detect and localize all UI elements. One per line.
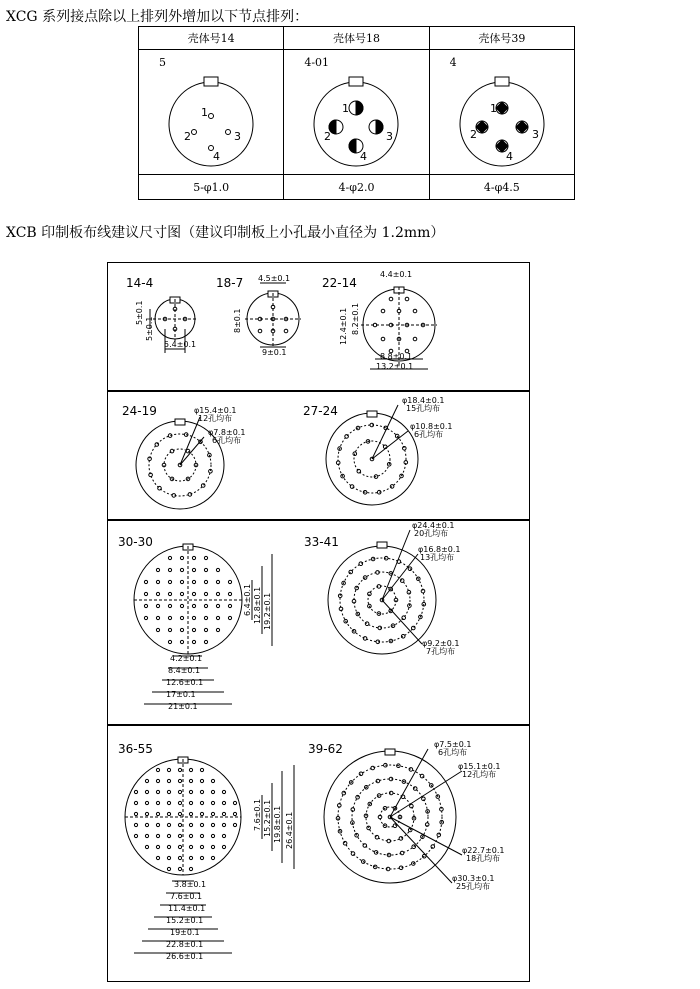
dim-text: 15.2±0.1	[263, 799, 272, 837]
pin-label: 1	[342, 102, 350, 115]
dim-text: 5±0.1	[135, 300, 144, 325]
pin-label: 4	[213, 150, 220, 163]
contact-hole	[222, 812, 225, 815]
dim-text: 17±0.1	[166, 690, 196, 699]
contact-hole	[345, 435, 349, 439]
note-text: 6孔均布	[414, 430, 444, 439]
note-text: φ22.7±0.1	[462, 846, 505, 855]
contact-face-39	[430, 50, 575, 174]
contact-hole	[409, 768, 413, 772]
arrangement-number: 4-01	[304, 56, 330, 69]
note-text: φ30.3±0.1	[452, 874, 495, 883]
contact-hole	[167, 867, 170, 870]
contact-hole	[189, 823, 192, 826]
dim-text: 11.4±0.1	[168, 904, 206, 913]
pin-label: 3	[386, 130, 394, 143]
xlarge-layouts-drawing	[108, 725, 529, 981]
contact-hole	[134, 834, 137, 837]
contact-hole	[168, 640, 171, 643]
contact-hole	[204, 616, 207, 619]
contact-hole	[200, 768, 203, 771]
contact-hole	[413, 787, 417, 791]
contact-hole	[383, 445, 387, 449]
frame-xlarge-layouts	[107, 724, 530, 982]
header-shell-39: 壳体号39	[429, 27, 574, 50]
dim-text: 19.2±0.1	[263, 592, 272, 630]
contact-hole	[204, 580, 207, 583]
contact-hole	[200, 856, 203, 859]
contact-hole	[189, 779, 192, 782]
contact-hole	[410, 804, 414, 808]
contact-hole	[200, 779, 203, 782]
contact-hole	[178, 867, 181, 870]
contact-hole	[357, 469, 361, 473]
contact-hole	[167, 812, 170, 815]
contact-hole	[178, 768, 181, 771]
xcb-title: XCB 印制板布线建议尺寸图（建议印制板上小孔最小直径为 1.2mm）	[6, 225, 445, 241]
note-text: 7孔均布	[426, 647, 456, 656]
pin-label: 1	[489, 102, 497, 115]
note-text: 18孔均布	[466, 854, 501, 863]
contact-hole	[180, 616, 183, 619]
contact-hole	[200, 790, 203, 793]
contact-hole	[216, 616, 219, 619]
header-shell-14: 壳体号14	[139, 27, 284, 50]
contact-hole	[363, 844, 367, 848]
contact-hole	[168, 628, 171, 631]
contact-hole	[204, 556, 207, 559]
dim-text: 12.6±0.1	[166, 678, 204, 687]
contact-hole	[400, 579, 404, 583]
contact-hole	[144, 604, 147, 607]
note-text: 13孔均布	[420, 553, 455, 562]
contact-hole	[420, 774, 424, 778]
frame-medium-layouts	[107, 390, 530, 521]
note-text: 6孔均布	[212, 436, 242, 445]
contact-hole	[170, 449, 174, 453]
contact-hole	[349, 570, 353, 574]
contact-hole	[145, 845, 148, 848]
contact-hole	[351, 852, 355, 856]
dim-text: 21±0.1	[168, 702, 198, 711]
contact-hole	[167, 768, 170, 771]
contact-hole	[228, 616, 231, 619]
contact-hole	[359, 562, 363, 566]
label-22-14: 22-14	[322, 276, 357, 290]
contact-hole	[178, 812, 181, 815]
contact-hole	[204, 592, 207, 595]
contact-hole	[222, 801, 225, 804]
contact-hole	[211, 834, 214, 837]
contact-hole	[134, 812, 137, 815]
contact-hole	[343, 841, 347, 845]
contact-hole	[192, 556, 195, 559]
contact-hole	[204, 640, 207, 643]
dim-text: 19.8±0.1	[273, 805, 282, 843]
dim-text: 13.2±0.1	[376, 362, 414, 371]
note-text: φ7.8±0.1	[208, 428, 246, 437]
contact-hole	[233, 801, 236, 804]
contact-hole	[156, 845, 159, 848]
contact-hole	[211, 812, 214, 815]
pin-label: 3	[234, 130, 241, 143]
pin-label: 4	[360, 150, 368, 163]
dim-text: 9±0.1	[262, 348, 287, 357]
contact-hole	[431, 845, 435, 849]
dim-text: 15.2±0.1	[166, 916, 204, 925]
contact-hole	[367, 826, 371, 830]
contact-hole	[375, 835, 379, 839]
contact-hole	[134, 801, 137, 804]
contact-hole	[145, 812, 148, 815]
contact-hole	[216, 568, 219, 571]
contact-hole	[144, 592, 147, 595]
label-36-55: 36-55	[118, 742, 153, 756]
label-14-4: 14-4	[126, 276, 154, 290]
contact-hole	[200, 823, 203, 826]
contact-hole	[145, 790, 148, 793]
contact-hole	[211, 856, 214, 859]
cell-shell-39	[429, 50, 574, 175]
dim-text: 26.6±0.1	[166, 952, 204, 961]
contact-hole	[200, 801, 203, 804]
footer-shell-18: 4-φ2.0	[284, 175, 429, 200]
note-text: φ15.4±0.1	[194, 406, 237, 415]
dim-text: 4.5±0.1	[258, 274, 291, 283]
dim-text: 3.8±0.1	[174, 880, 207, 889]
dim-text: 8.8±0.1	[380, 352, 413, 361]
contact-hole	[222, 845, 225, 848]
contact-hole	[180, 604, 183, 607]
contact-hole	[365, 622, 369, 626]
contact-hole	[178, 801, 181, 804]
note-text: 12孔均布	[462, 770, 497, 779]
contact-hole	[228, 604, 231, 607]
dim-text: 22.8±0.1	[166, 940, 204, 949]
contact-hole	[145, 823, 148, 826]
arrangement-number: 4	[449, 56, 457, 69]
contact-hole	[168, 616, 171, 619]
contact-hole	[167, 790, 170, 793]
contact-hole	[156, 834, 159, 837]
contact-hole	[156, 628, 159, 631]
frame-large-layouts	[107, 519, 530, 726]
contact-hole	[393, 824, 397, 828]
contact-hole	[145, 834, 148, 837]
contact-hole	[412, 626, 416, 630]
contact-hole	[192, 580, 195, 583]
large-layouts-drawing	[108, 520, 529, 725]
label-33-41: 33-41	[304, 535, 339, 549]
contact-hole	[216, 628, 219, 631]
note-text: φ7.5±0.1	[434, 740, 472, 749]
note-text: φ18.4±0.1	[402, 396, 445, 405]
contact-hole	[204, 604, 207, 607]
contact-hole	[134, 790, 137, 793]
contact-hole	[178, 845, 181, 848]
contact-hole	[186, 449, 190, 453]
contact-hole	[390, 485, 394, 489]
contact-hole	[156, 768, 159, 771]
pin-label: 4	[505, 150, 513, 163]
contact-hole	[350, 485, 354, 489]
contact-hole	[233, 812, 236, 815]
contact-hole	[156, 790, 159, 793]
contact-hole	[168, 580, 171, 583]
contact-hole	[222, 834, 225, 837]
contact-hole	[189, 790, 192, 793]
contact-hole	[189, 768, 192, 771]
header-shell-18: 壳体号18	[284, 27, 429, 50]
contact-hole	[211, 823, 214, 826]
contact-hole	[168, 568, 171, 571]
note-text: φ15.1±0.1	[458, 762, 501, 771]
contact-hole	[156, 604, 159, 607]
contact-hole	[211, 790, 214, 793]
xcg-title: XCG 系列接点除以上排列外增加以下节点排列：	[6, 9, 309, 25]
contact-hole	[134, 823, 137, 826]
contact-hole	[216, 604, 219, 607]
contact-hole	[211, 779, 214, 782]
contact-hole	[178, 790, 181, 793]
contact-hole	[189, 845, 192, 848]
label-24-19: 24-19	[122, 404, 157, 418]
contact-hole	[144, 580, 147, 583]
contact-hole	[156, 616, 159, 619]
footer-shell-14: 5-φ1.0	[139, 175, 284, 200]
dim-text: 4.4±0.1	[380, 270, 413, 279]
cell-shell-18	[284, 50, 429, 175]
contact-hole	[189, 856, 192, 859]
dim-text: 12.8±0.1	[253, 586, 262, 624]
contact-hole	[167, 801, 170, 804]
contact-hole	[180, 640, 183, 643]
contact-hole	[189, 867, 192, 870]
dim-text: 19±0.1	[170, 928, 200, 937]
contact-hole	[156, 801, 159, 804]
contact-hole	[422, 797, 426, 801]
pin-label: 2	[184, 130, 191, 143]
note-text: φ10.8±0.1	[410, 422, 453, 431]
contact-hole	[200, 812, 203, 815]
contact-hole	[211, 845, 214, 848]
contact-hole	[156, 592, 159, 595]
contact-hole	[178, 823, 181, 826]
dim-text: 8.2±0.1	[351, 302, 360, 335]
dim-text: 26.4±0.1	[285, 811, 294, 849]
contact-hole	[211, 801, 214, 804]
contact-hole	[192, 592, 195, 595]
dim-text: 6.4±0.1	[243, 583, 252, 616]
contact-hole	[168, 556, 171, 559]
contact-hole	[412, 845, 416, 849]
contact-hole	[180, 628, 183, 631]
contact-hole	[156, 779, 159, 782]
contact-hole	[200, 834, 203, 837]
arrangement-number: 5	[159, 56, 166, 69]
small-layouts-drawing	[108, 263, 529, 391]
note-text: φ9.2±0.1	[422, 639, 460, 648]
footer-shell-39: 4-φ4.5	[429, 175, 574, 200]
contact-hole	[145, 801, 148, 804]
contact-hole	[228, 580, 231, 583]
label-30-30: 30-30	[118, 535, 153, 549]
contact-hole	[167, 823, 170, 826]
contact-hole	[192, 628, 195, 631]
pin-label: 2	[469, 128, 477, 141]
note-text: 6孔均布	[438, 748, 468, 757]
contact-hole	[156, 812, 159, 815]
dim-text: 12.4±0.1	[339, 307, 348, 345]
dim-text: 8±0.1	[233, 308, 242, 333]
contact-hole	[178, 856, 181, 859]
contact-hole	[342, 791, 346, 795]
contact-hole	[192, 640, 195, 643]
note-text: 15孔均布	[406, 404, 441, 413]
contact-hole	[189, 812, 192, 815]
pin-label: 1	[201, 106, 208, 119]
contact-hole	[155, 443, 159, 447]
contact-hole	[204, 568, 207, 571]
contact-hole	[156, 580, 159, 583]
contact-hole	[167, 856, 170, 859]
contact-hole	[216, 580, 219, 583]
label-27-24: 27-24	[303, 404, 338, 418]
xcg-contact-table	[138, 26, 575, 200]
cell-shell-14	[139, 50, 284, 175]
contact-hole	[401, 635, 405, 639]
dim-text: 5±0.1	[145, 316, 154, 341]
contact-hole	[192, 604, 195, 607]
contact-hole	[222, 790, 225, 793]
label-39-62: 39-62	[308, 742, 343, 756]
contact-hole	[144, 616, 147, 619]
contact-hole	[180, 556, 183, 559]
pin-label: 3	[531, 128, 539, 141]
contact-hole	[228, 592, 231, 595]
contact-hole	[200, 845, 203, 848]
medium-layouts-drawing	[108, 391, 529, 520]
note-text: 25孔均布	[456, 882, 491, 891]
frame-small-layouts	[107, 262, 530, 392]
contact-hole	[399, 837, 403, 841]
note-text: 20孔均布	[414, 529, 449, 538]
contact-hole	[201, 484, 205, 488]
dim-text: 4.2±0.1	[170, 654, 203, 663]
dim-text: 5.4±0.1	[164, 340, 197, 349]
note-text: φ24.4±0.1	[412, 521, 455, 530]
contact-hole	[402, 616, 406, 620]
contact-hole	[180, 580, 183, 583]
contact-hole	[178, 834, 181, 837]
note-text: φ16.8±0.1	[418, 545, 461, 554]
contact-hole	[167, 845, 170, 848]
note-text: 12孔均布	[198, 414, 233, 423]
contact-face-18	[284, 50, 429, 174]
contact-hole	[189, 834, 192, 837]
contact-hole	[204, 628, 207, 631]
contact-hole	[189, 801, 192, 804]
contact-hole	[180, 568, 183, 571]
contact-hole	[233, 823, 236, 826]
contact-hole	[156, 823, 159, 826]
pin-label: 2	[324, 130, 332, 143]
contact-hole	[167, 779, 170, 782]
contact-hole	[168, 604, 171, 607]
contact-hole	[167, 834, 170, 837]
contact-hole	[168, 592, 171, 595]
dim-text: 7.6±0.1	[170, 892, 203, 901]
contact-face-14	[139, 50, 284, 174]
contact-hole	[145, 779, 148, 782]
contact-hole	[192, 616, 195, 619]
contact-hole	[156, 856, 159, 859]
contact-hole	[180, 592, 183, 595]
contact-hole	[192, 568, 195, 571]
contact-hole	[222, 823, 225, 826]
contact-hole	[178, 779, 181, 782]
contact-hole	[216, 592, 219, 595]
contact-hole	[158, 486, 162, 490]
label-18-7: 18-7	[216, 276, 244, 290]
contact-hole	[156, 568, 159, 571]
dim-text: 7.6±0.1	[253, 798, 262, 831]
dim-text: 8.4±0.1	[168, 666, 201, 675]
